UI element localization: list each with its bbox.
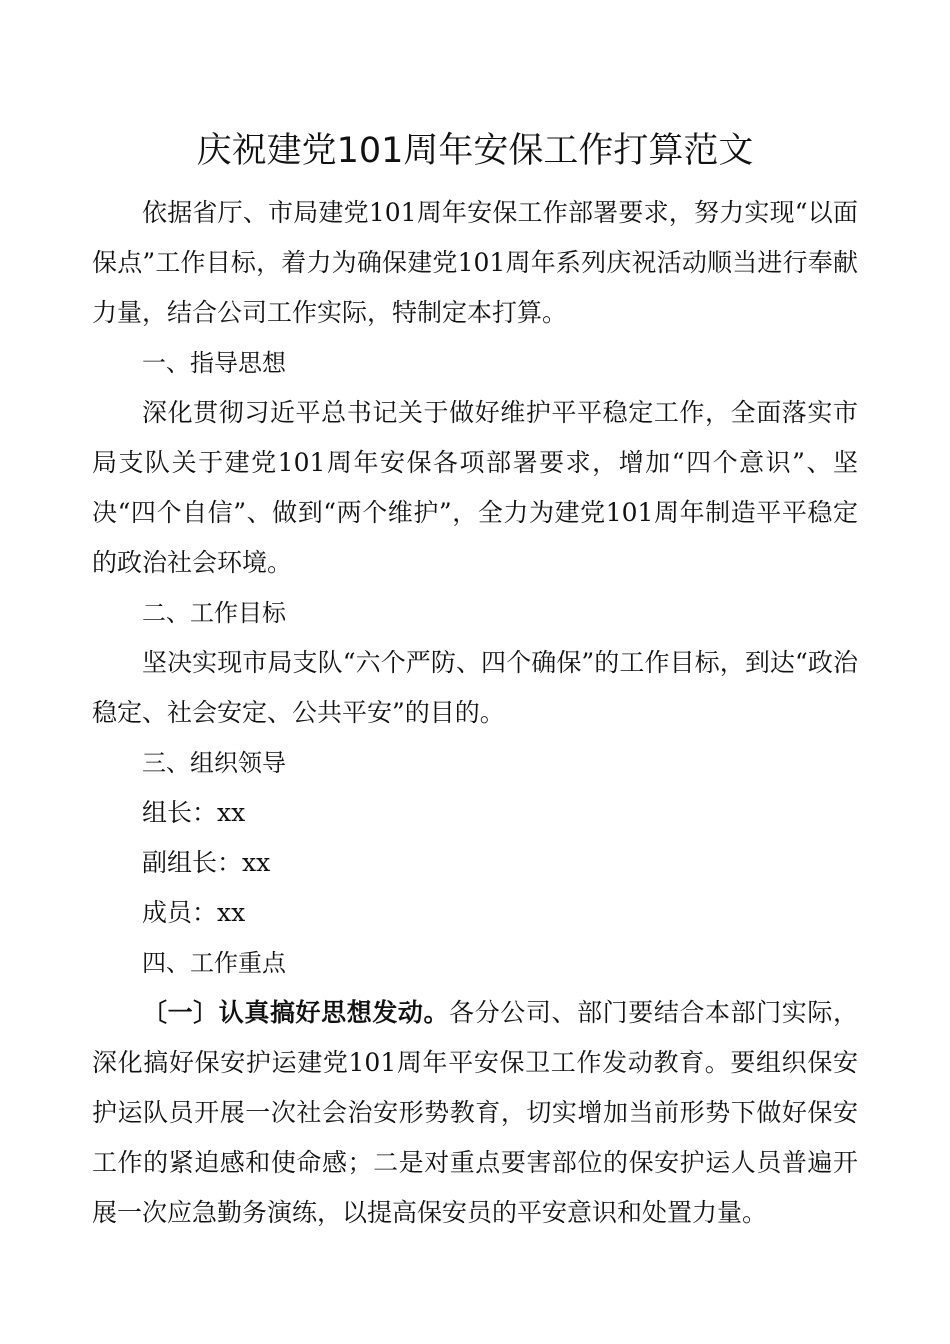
document-body bbox=[92, 188, 858, 1238]
section-heading-guiding-ideology: 一、指导思想 bbox=[142, 349, 286, 377]
section-heading-work-focus: 四、工作重点 bbox=[142, 949, 286, 977]
section-heading-work-goals: 二、工作目标 bbox=[142, 599, 286, 627]
intro-paragraph: 依据省厅、市局建党101周年安保工作部署要求，努力实现“以面保点”工作目标，着力为确保建党101周年系列庆祝活动顺当进行奉献力量，结合公司工作实际，特制定本打算。 bbox=[92, 198, 858, 327]
document-title: 庆祝建党101周年安保工作打算范文 bbox=[196, 131, 754, 171]
deputy-leader-line: 副组长：xx bbox=[142, 848, 271, 877]
leader-line: 组长：xx bbox=[142, 798, 246, 827]
guiding-ideology-paragraph: 深化贯彻习近平总书记关于做好维护平平稳定工作，全面落实市局支队关于建党101周年安保各项部署要求，增加“四个意识”、坚决“四个自信”、做到“两个维护”，全力为建党101周年制造平平稳定的政治社会环境。 bbox=[92, 398, 858, 577]
work-goals-paragraph: 坚决实现市局支队“六个严防、四个确保”的工作目标，到达“政治稳定、社会安定、公共平安”的目的。 bbox=[92, 648, 858, 727]
section-heading-organization: 三、组织领导 bbox=[142, 749, 286, 777]
members-line: 成员：xx bbox=[142, 898, 246, 927]
work-focus-item-1 bbox=[92, 988, 858, 1238]
work-focus-item-1-lead: 〔一〕认真搞好思想发动。 bbox=[142, 998, 450, 1027]
work-focus-item-1-text: 各分公司、部门要结合本部门实际，深化搞好保安护运建党101周年平安保卫工作发动教育。要组织保安护运队员开展一次社会治安形势教育，切实增加当前形势下做好保安工作的紧迫感和使命感；二是对重点要害部位的保安护运人员普遍开展一次应急勤务演练，以提高保安员的平安意识和处置力量。 bbox=[92, 998, 858, 1227]
